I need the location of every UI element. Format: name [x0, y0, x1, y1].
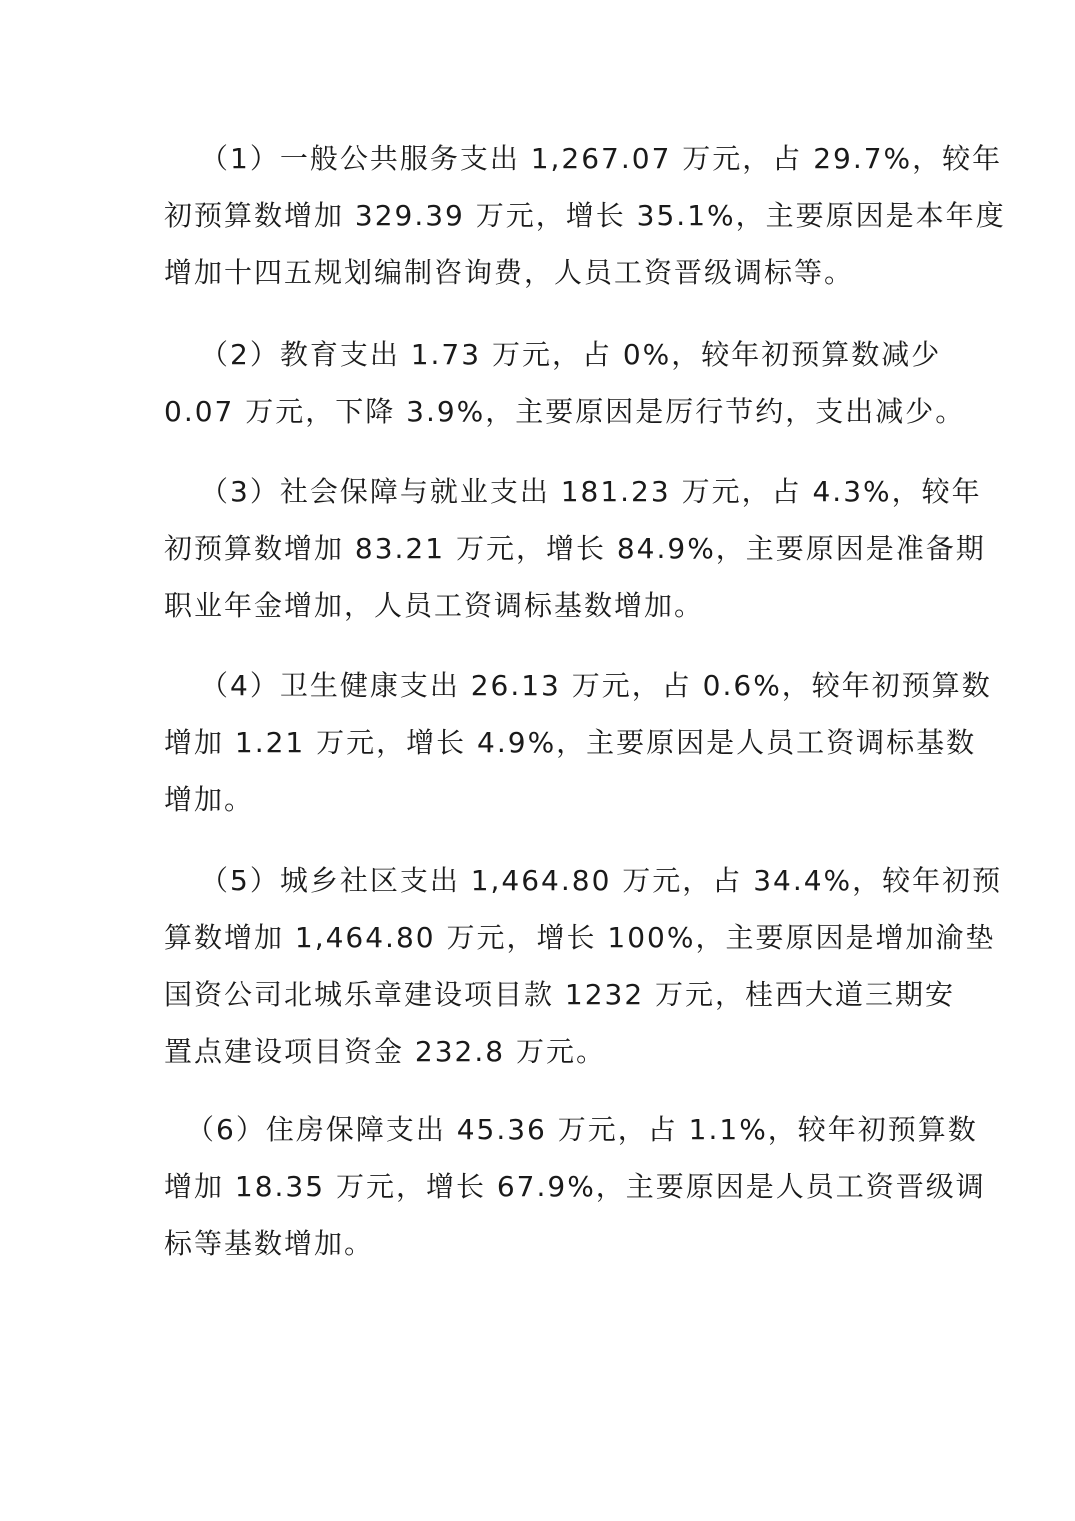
- paragraph-line: 职业年金增加，人员工资调标基数增加。: [164, 589, 705, 622]
- paragraph-line: 标等基数增加。: [164, 1227, 375, 1260]
- paragraph-line: 初预算数增加 329.39 万元，增长 35.1%，主要原因是本年度: [164, 199, 1006, 232]
- paragraph-line: 增加 18.35 万元，增长 67.9%，主要原因是人员工资晋级调: [164, 1170, 986, 1203]
- paragraph-line: 增加 1.21 万元，增长 4.9%，主要原因是人员工资调标基数: [164, 726, 977, 759]
- paragraph-urban-rural-community: [164, 852, 1003, 1080]
- paragraph-line: （6）住房保障支出 45.36 万元，占 1.1%，较年初预算数: [186, 1113, 978, 1146]
- paragraph-line: 算数增加 1,464.80 万元，增长 100%，主要原因是增加渝垫: [164, 921, 996, 954]
- paragraph-line: 增加。: [164, 783, 255, 816]
- paragraph-line: （5）城乡社区支出 1,464.80 万元，占 34.4%，较年初预: [200, 864, 1003, 897]
- paragraph-line: 初预算数增加 83.21 万元，增长 84.9%，主要原因是准备期: [164, 532, 986, 565]
- paragraph-line: （2）教育支出 1.73 万元，占 0%，较年初预算数减少: [200, 338, 942, 371]
- paragraph-line: 置点建设项目资金 232.8 万元。: [164, 1035, 606, 1068]
- paragraph-line: 0.07 万元，下降 3.9%，主要原因是厉行节约，支出减少。: [164, 395, 966, 428]
- paragraph-line: （4）卫生健康支出 26.13 万元，占 0.6%，较年初预算数: [200, 669, 992, 702]
- paragraph-education: [164, 326, 966, 440]
- paragraph-social-security: [164, 463, 986, 634]
- paragraph-line: （3）社会保障与就业支出 181.23 万元，占 4.3%，较年: [200, 475, 982, 508]
- paragraph-housing-security: [164, 1101, 986, 1272]
- paragraph-line: （1）一般公共服务支出 1,267.07 万元，占 29.7%，较年: [200, 142, 1003, 175]
- paragraph-general-public-services: [164, 130, 1006, 301]
- paragraph-line: 国资公司北城乐章建设项目款 1232 万元，桂西大道三期安: [164, 978, 956, 1011]
- paragraph-health: [164, 657, 992, 828]
- paragraph-line: 增加十四五规划编制咨询费，人员工资晋级调标等。: [164, 256, 855, 289]
